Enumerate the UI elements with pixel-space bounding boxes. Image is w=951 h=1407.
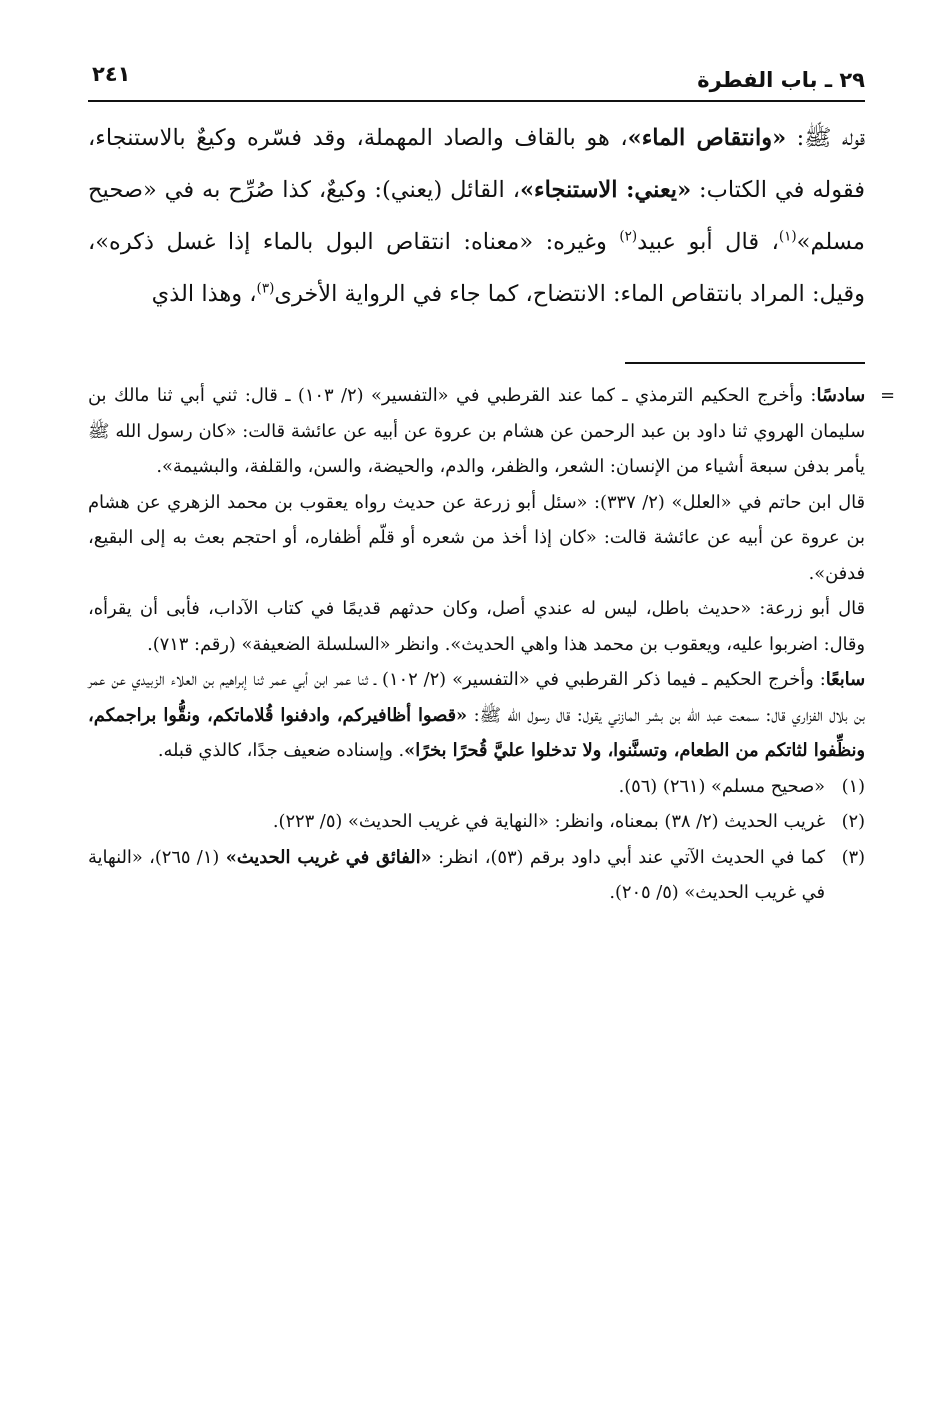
text-run: ، وهذا الذي — [151, 281, 257, 307]
text-run: قوله ﷺ: — [786, 125, 866, 151]
footnote-ref-1: (١) — [778, 228, 797, 245]
footnote-paragraph: قال أبو زرعة: «حديث باطل، ليس له عندي أصل، وكان حدثهم قديمًا في كتاب الآداب، فأبى أن يقرأه، وقال: اضربوا عليه، ويعقوب بن محمد هذا واهي الحديث». وانظر «السلسلة الضعيفة» (رقم: ٧١٣). — [88, 598, 865, 655]
footnote-text — [88, 840, 825, 911]
text-run: : وأخرج الحكيم ـ فيما ذكر القرطبي في «التفسير» (٢/ ١٠٢) ـ ثنا عمر ابن أبي عمر ثنا إبراهيم بن العلاء الزبيدي عن عمر بن بلال الفزاري قال: سمعت عبد الله بن بشر المازني يقول: قال رسول الله ﷺ: — [88, 669, 866, 726]
page-number: ٢٤١ — [92, 62, 131, 86]
footnote-number: (١) — [841, 775, 865, 797]
text-run: وغيره: «معناه: انتقاص البول بالماء إذا غسل ذكره»، وقيل: المراد بانتقاص الماء: الانتضاح، كما جاء في الرواية الأخرى — [88, 229, 865, 307]
footnote-item-2 — [88, 804, 865, 840]
section-label: سابعًا — [825, 669, 865, 690]
footnote-continuation — [88, 378, 895, 485]
footnote-ref-2: (٢) — [619, 228, 638, 245]
book-title: «الفائق في غريب الحديث» — [225, 846, 432, 868]
footnote-ref-3: (٣) — [256, 280, 275, 297]
footnote-paragraph — [88, 662, 865, 769]
chapter-title: ٢٩ ـ باب الفطرة — [697, 68, 865, 92]
running-header — [88, 58, 865, 102]
footnote-text: «صحيح مسلم» (٢٦١) (٥٦). — [618, 775, 825, 797]
text-run: كما في الحديث الآتي عند أبي داود برقم (٥٣)، انظر: — [431, 846, 825, 868]
text-run: ، القائل (يعني): وكيعٌ، كذا صُرِّح به في «صحيح مسلم» — [88, 177, 865, 255]
main-text — [88, 112, 865, 320]
footnotes — [88, 378, 895, 911]
quoted-term: «وانتقاص الماء» — [627, 125, 787, 151]
footnote-item-3 — [88, 840, 865, 911]
footnote-separator — [625, 362, 865, 364]
footnote-number: (٣) — [841, 846, 865, 868]
quoted-term: «يعني: الاستنجاء» — [519, 177, 692, 203]
text-run: ، قال أبو عبيد — [637, 229, 779, 255]
text-run: ، هو بالقاف والصاد المهملة، وقد فسّره وكيعٌ بالاستنجاء، فقوله في الكتاب: — [88, 125, 866, 203]
main-paragraph — [88, 112, 865, 320]
footnote-text: غريب الحديث (٢/ ٣٨) بمعناه، وانظر: «النهاية في غريب الحديث» (٥/ ٢٢٣). — [272, 811, 825, 832]
text-run: . وإسناده ضعيف جدًا، كالذي قبله. — [157, 740, 405, 761]
footnote-number: (٢) — [841, 811, 865, 832]
hadith-quote: «قصوا أظافيركم، وادفنوا قُلاماتكم، ونقُّوا براجمكم، ونظِّفوا لثاتكم من الطعام، وتسنَّنوا، ولا تدخلوا عليَّ قُحرًا بخرًا» — [88, 704, 865, 761]
text-run: : وأخرج الحكيم الترمذي ـ كما عند القرطبي في «التفسير» (٢/ ١٠٣) ـ قال: ثني أبي ثنا مالك بن سليمان الهروي ثنا داود بن عبد الرحمن عن هشام بن عروة عن أبيه عن عائشة قالت: «كان رسول الله ﷺ يأمر بدفن سبعة أشياء من الإنسان: الشعر، والظفر، والدم، والحيضة، والسن، والقلفة، والبشيمة». — [88, 385, 865, 477]
footnote-paragraph: قال ابن حاتم في «العلل» (٢/ ٣٣٧): «سئل أبو زرعة عن حديث رواه يعقوب بن محمد الزهري عن هشام بن عروة عن أبيه عن عائشة قالت: «كان إذا أخذ من شعره أو قلّم أظفاره، أو احتجم بعث به إلى البقيع، فدفن». — [88, 491, 865, 584]
text-run: (١/ ٢٦٥)، «النهاية في غريب الحديث» (٥/ ٢٠٥). — [88, 846, 825, 903]
continuation-mark: = — [880, 385, 895, 406]
section-label: سادسًا — [816, 385, 865, 406]
footnote-item-1 — [88, 769, 865, 805]
book-page — [88, 58, 895, 911]
